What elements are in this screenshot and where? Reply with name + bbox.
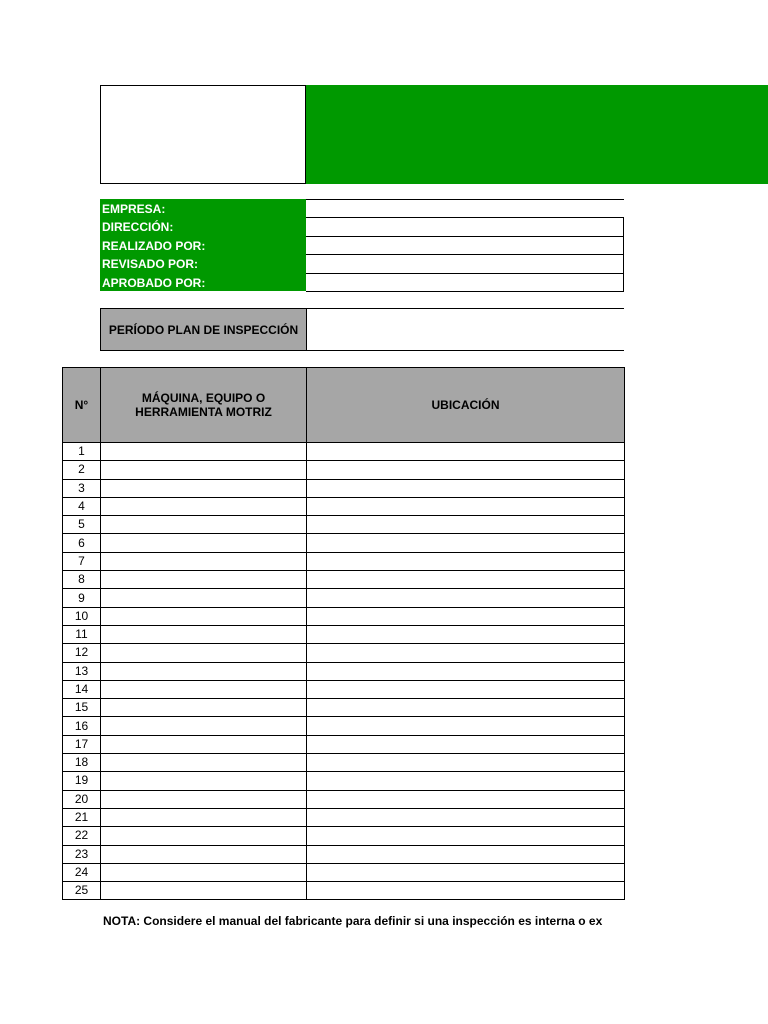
info-row-aprobado bbox=[100, 273, 624, 291]
machine-cell[interactable] bbox=[101, 845, 307, 863]
machine-cell[interactable] bbox=[101, 461, 307, 479]
location-cell[interactable] bbox=[307, 699, 625, 717]
table-row bbox=[63, 808, 625, 826]
table-row bbox=[63, 845, 625, 863]
aprobado-label: APROBADO POR: bbox=[100, 273, 306, 291]
table-body bbox=[63, 443, 625, 900]
table-row bbox=[63, 680, 625, 698]
location-cell[interactable] bbox=[307, 772, 625, 790]
table-row bbox=[63, 717, 625, 735]
machine-cell[interactable] bbox=[101, 717, 307, 735]
location-cell[interactable] bbox=[307, 589, 625, 607]
table-row bbox=[63, 571, 625, 589]
row-number: 7 bbox=[63, 552, 101, 570]
col-header-location: UBICACIÓN bbox=[307, 368, 625, 443]
table-row bbox=[63, 735, 625, 753]
direccion-label: DIRECCIÓN: bbox=[100, 217, 306, 235]
table-row bbox=[63, 552, 625, 570]
row-number: 19 bbox=[63, 772, 101, 790]
col-header-machine: MÁQUINA, EQUIPO O HERRAMIENTA MOTRIZ bbox=[101, 368, 307, 443]
row-number: 23 bbox=[63, 845, 101, 863]
row-number: 6 bbox=[63, 534, 101, 552]
row-number: 12 bbox=[63, 644, 101, 662]
row-number: 8 bbox=[63, 571, 101, 589]
table-row bbox=[63, 754, 625, 772]
location-cell[interactable] bbox=[307, 863, 625, 881]
location-cell[interactable] bbox=[307, 479, 625, 497]
machine-cell[interactable] bbox=[101, 516, 307, 534]
location-cell[interactable] bbox=[307, 754, 625, 772]
table-row bbox=[63, 863, 625, 881]
machine-cell[interactable] bbox=[101, 552, 307, 570]
info-row-revisado bbox=[100, 254, 624, 272]
table-header-row bbox=[63, 368, 625, 443]
location-cell[interactable] bbox=[307, 680, 625, 698]
row-number: 5 bbox=[63, 516, 101, 534]
machine-cell[interactable] bbox=[101, 497, 307, 515]
row-number: 2 bbox=[63, 461, 101, 479]
machine-cell[interactable] bbox=[101, 443, 307, 461]
machine-cell[interactable] bbox=[101, 607, 307, 625]
machine-cell[interactable] bbox=[101, 699, 307, 717]
machine-cell[interactable] bbox=[101, 754, 307, 772]
table-row bbox=[63, 699, 625, 717]
row-number: 22 bbox=[63, 827, 101, 845]
location-cell[interactable] bbox=[307, 497, 625, 515]
machine-cell[interactable] bbox=[101, 772, 307, 790]
row-number: 11 bbox=[63, 625, 101, 643]
row-number: 16 bbox=[63, 717, 101, 735]
logo-placeholder bbox=[100, 85, 306, 184]
machine-cell[interactable] bbox=[101, 534, 307, 552]
table-row bbox=[63, 772, 625, 790]
machine-cell[interactable] bbox=[101, 790, 307, 808]
location-cell[interactable] bbox=[307, 461, 625, 479]
table-row bbox=[63, 516, 625, 534]
table-row bbox=[63, 534, 625, 552]
machine-cell[interactable] bbox=[101, 735, 307, 753]
revisado-label: REVISADO POR: bbox=[100, 254, 306, 272]
row-number: 25 bbox=[63, 882, 101, 900]
row-number: 13 bbox=[63, 662, 101, 680]
row-number: 20 bbox=[63, 790, 101, 808]
row-number: 17 bbox=[63, 735, 101, 753]
table-row bbox=[63, 607, 625, 625]
machine-cell[interactable] bbox=[101, 827, 307, 845]
machine-cell[interactable] bbox=[101, 863, 307, 881]
row-number: 3 bbox=[63, 479, 101, 497]
row-number: 24 bbox=[63, 863, 101, 881]
row-number: 10 bbox=[63, 607, 101, 625]
location-cell[interactable] bbox=[307, 735, 625, 753]
machine-cell[interactable] bbox=[101, 571, 307, 589]
inspection-table bbox=[62, 367, 625, 900]
machine-cell[interactable] bbox=[101, 589, 307, 607]
table-row bbox=[63, 790, 625, 808]
col-header-number: N° bbox=[63, 368, 101, 443]
title-banner bbox=[306, 85, 768, 184]
row-number: 15 bbox=[63, 699, 101, 717]
machine-cell[interactable] bbox=[101, 680, 307, 698]
table-row bbox=[63, 461, 625, 479]
machine-cell[interactable] bbox=[101, 808, 307, 826]
machine-cell[interactable] bbox=[101, 882, 307, 900]
location-cell[interactable] bbox=[307, 516, 625, 534]
table-row bbox=[63, 827, 625, 845]
table-row bbox=[63, 479, 625, 497]
location-cell[interactable] bbox=[307, 845, 625, 863]
location-cell[interactable] bbox=[307, 662, 625, 680]
location-cell[interactable] bbox=[307, 552, 625, 570]
machine-cell[interactable] bbox=[101, 479, 307, 497]
location-cell[interactable] bbox=[307, 625, 625, 643]
empresa-label: EMPRESA: bbox=[100, 199, 306, 217]
location-cell[interactable] bbox=[307, 607, 625, 625]
footer-note: NOTA: Considere el manual del fabricante para definir si una inspección es interna o ex bbox=[103, 914, 603, 928]
row-number: 14 bbox=[63, 680, 101, 698]
table-row bbox=[63, 662, 625, 680]
revisado-field[interactable] bbox=[306, 254, 624, 272]
location-cell[interactable] bbox=[307, 644, 625, 662]
company-info-block bbox=[100, 199, 624, 292]
location-cell[interactable] bbox=[307, 882, 625, 900]
location-cell[interactable] bbox=[307, 790, 625, 808]
table-row bbox=[63, 443, 625, 461]
machine-cell[interactable] bbox=[101, 644, 307, 662]
location-cell[interactable] bbox=[307, 827, 625, 845]
info-row-empresa bbox=[100, 199, 624, 217]
table-row bbox=[63, 644, 625, 662]
table-row bbox=[63, 882, 625, 900]
direccion-field[interactable] bbox=[306, 217, 624, 235]
table-row bbox=[63, 497, 625, 515]
location-cell[interactable] bbox=[307, 808, 625, 826]
realizado-field[interactable] bbox=[306, 236, 624, 254]
period-label: PERÍODO PLAN DE INSPECCIÓN bbox=[100, 308, 307, 351]
row-number: 1 bbox=[63, 443, 101, 461]
realizado-label: REALIZADO POR: bbox=[100, 236, 306, 254]
machine-cell[interactable] bbox=[101, 625, 307, 643]
location-cell[interactable] bbox=[307, 571, 625, 589]
location-cell[interactable] bbox=[307, 443, 625, 461]
info-row-direccion bbox=[100, 217, 624, 235]
machine-cell[interactable] bbox=[101, 662, 307, 680]
table-row bbox=[63, 589, 625, 607]
info-bottom-rule bbox=[306, 291, 624, 292]
location-cell[interactable] bbox=[307, 717, 625, 735]
row-number: 21 bbox=[63, 808, 101, 826]
aprobado-field[interactable] bbox=[306, 273, 624, 291]
table-row bbox=[63, 625, 625, 643]
row-number: 18 bbox=[63, 754, 101, 772]
row-number: 9 bbox=[63, 589, 101, 607]
empresa-field[interactable] bbox=[306, 199, 624, 217]
info-row-realizado bbox=[100, 236, 624, 254]
row-number: 4 bbox=[63, 497, 101, 515]
location-cell[interactable] bbox=[307, 534, 625, 552]
inspection-period bbox=[100, 308, 624, 351]
period-field[interactable] bbox=[307, 308, 624, 351]
